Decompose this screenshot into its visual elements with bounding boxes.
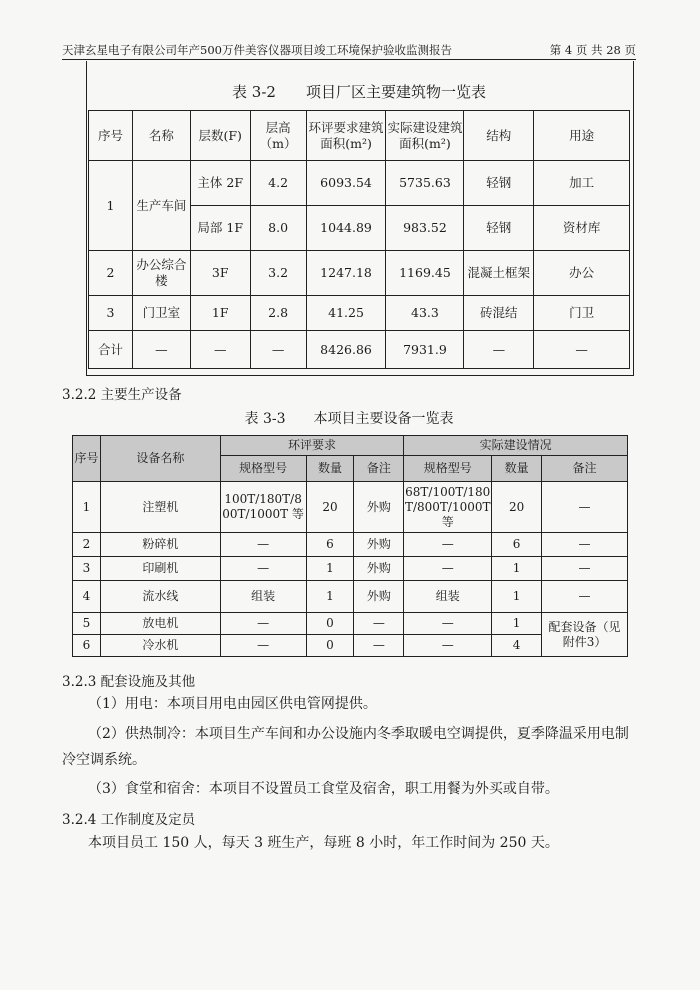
cell-name: 放电机 [100,613,220,635]
cell-name: 流水线 [100,581,220,613]
cell-eia-note: 外购 [354,581,404,613]
cell-eia-model: — [220,613,306,635]
cell-act-qty: 1 [492,581,542,613]
th-act-qty: 数量 [492,456,542,482]
cell-act-qty: 1 [492,613,542,635]
cell-act-model: — [404,635,492,657]
cell-act-qty: 20 [492,482,542,533]
table1-header-row [89,111,630,161]
cell-eia-qty: 6 [306,533,354,557]
cell-eia-note: — [354,613,404,635]
cell-act-qty: 4 [492,635,542,657]
cell-eia-area: 1044.89 [306,206,386,251]
cell-eia-note: 外购 [354,482,404,533]
th-eia-requirement: 环评要求 [220,436,404,456]
cell-floors: 主体 2F [190,161,250,206]
cell-floors: — [190,331,250,369]
cell-structure: — [464,331,534,369]
cell-no: 1 [89,161,133,251]
cell-eia-model: — [220,557,306,581]
th-act-model: 规格型号 [404,456,492,482]
table-row [89,251,630,296]
cell-act-model: — [404,533,492,557]
cell-act-model: 68T/100T/180T/800T/1000T 等 [404,482,492,533]
table-row [73,581,628,613]
th-eia-qty: 数量 [306,456,354,482]
th-eia-area: 环评要求建筑面积(m²) [306,111,386,161]
th-no: 序号 [73,436,101,482]
cell-actual-area: 1169.45 [386,251,464,296]
cell-total-label: 合计 [89,331,133,369]
cell-eia-qty: 0 [306,635,354,657]
cell-no: 6 [73,635,101,657]
table-row [89,161,630,206]
cell-no: 2 [89,251,133,296]
cell-name: 门卫室 [132,296,190,331]
cell-use: 资材库 [534,206,630,251]
th-no: 序号 [89,111,133,161]
cell-eia-model: 组装 [220,581,306,613]
cell-name: 冷水机 [100,635,220,657]
cell-act-model: — [404,613,492,635]
cell-eia-area: 6093.54 [306,161,386,206]
cell-actual-area: 5735.63 [386,161,464,206]
table-row [73,482,628,533]
cell-floors: 3F [190,251,250,296]
cell-name: 印刷机 [100,557,220,581]
cell-actual-area: 7931.9 [386,331,464,369]
cell-act-note: 配套设备（见附件3） [542,613,628,657]
paragraph-power: （1）用电：本项目用电由园区供电管网提供。 [88,696,377,712]
page-number: 第 4 页 共 28 页 [549,43,636,57]
cell-height: 8.0 [250,206,306,251]
th-eia-note: 备注 [354,456,404,482]
cell-eia-qty: 1 [306,557,354,581]
cell-act-model: — [404,557,492,581]
cell-eia-area: 41.25 [306,296,386,331]
cell-structure: 砖混结 [464,296,534,331]
section-3-2-4-heading: 3.2.4 工作制度及定员 [62,812,196,828]
cell-act-note: — [542,581,628,613]
th-name: 名称 [132,111,190,161]
cell-no: 1 [73,482,101,533]
th-act-note: 备注 [542,456,628,482]
section-3-2-2-heading: 3.2.2 主要生产设备 [62,387,182,403]
cell-name: 办公综合楼 [132,251,190,296]
cell-name: — [132,331,190,369]
th-use: 用途 [534,111,630,161]
th-height: 层高（m） [250,111,306,161]
cell-eia-note: — [354,635,404,657]
table2-caption: 表 3-3 本项目主要设备一览表 [244,411,454,427]
table1-caption: 表 3-2 项目厂区主要建筑物一览表 [232,83,486,101]
cell-eia-area: 8426.86 [306,331,386,369]
cell-name: 生产车间 [132,161,190,251]
cell-no: 5 [73,613,101,635]
cell-structure: 混凝土框架 [464,251,534,296]
cell-act-model: 组装 [404,581,492,613]
table-total-row [89,331,630,369]
table-row [73,613,628,635]
cell-structure: 轻钢 [464,161,534,206]
cell-floors: 局部 1F [190,206,250,251]
cell-use: 门卫 [534,296,630,331]
th-floors: 层数(F) [190,111,250,161]
equipment-table [72,435,628,657]
cell-act-note: — [542,533,628,557]
cell-structure: 轻钢 [464,206,534,251]
cell-act-qty: 1 [492,557,542,581]
cell-eia-model: — [220,533,306,557]
table-row [89,296,630,331]
cell-height: 4.2 [250,161,306,206]
cell-actual-area: 43.3 [386,296,464,331]
table2-header-row [73,436,628,456]
buildings-table [88,110,630,369]
report-title: 天津玄星电子有限公司年产500万件美容仪器项目竣工环境保护验收监测报告 [62,43,452,57]
th-eia-model: 规格型号 [220,456,306,482]
cell-eia-qty: 20 [306,482,354,533]
cell-eia-model: — [220,635,306,657]
th-actual-area: 实际建设建筑面积(m²) [386,111,464,161]
section-3-2-3-heading: 3.2.3 配套设施及其他 [62,674,196,690]
paragraph-heating-cooling: （2）供热制冷：本项目生产车间和办公设施内冬季取暖电空调提供，夏季降温采用电制冷空调系统。 [62,726,629,768]
cell-eia-note: 外购 [354,557,404,581]
cell-eia-qty: 0 [306,613,354,635]
cell-act-qty: 6 [492,533,542,557]
cell-eia-model: 100T/180T/800T/1000T 等 [220,482,306,533]
cell-use: 加工 [534,161,630,206]
table-row [73,533,628,557]
paragraph-staffing: 本项目员工 150 人，每天 3 班生产，每班 8 小时，年工作时间为 250 天。 [88,835,559,851]
cell-act-note: — [542,482,628,533]
cell-name: 粉碎机 [100,533,220,557]
cell-height: — [250,331,306,369]
cell-actual-area: 983.52 [386,206,464,251]
paragraph-canteen: （3）食堂和宿舍：本项目不设置员工食堂及宿舍，职工用餐为外买或自带。 [88,781,559,797]
cell-no: 3 [89,296,133,331]
cell-eia-qty: 1 [306,581,354,613]
cell-no: 2 [73,533,101,557]
cell-height: 3.2 [250,251,306,296]
cell-no: 4 [73,581,101,613]
cell-use: — [534,331,630,369]
cell-floors: 1F [190,296,250,331]
cell-no: 3 [73,557,101,581]
th-equipment-name: 设备名称 [100,436,220,482]
cell-use: 办公 [534,251,630,296]
table-row [73,557,628,581]
th-actual-construction: 实际建设情况 [404,436,628,456]
cell-act-note: — [542,557,628,581]
th-structure: 结构 [464,111,534,161]
header-rule [62,59,636,60]
cell-name: 注塑机 [100,482,220,533]
cell-eia-note: 外购 [354,533,404,557]
cell-height: 2.8 [250,296,306,331]
cell-eia-area: 1247.18 [306,251,386,296]
